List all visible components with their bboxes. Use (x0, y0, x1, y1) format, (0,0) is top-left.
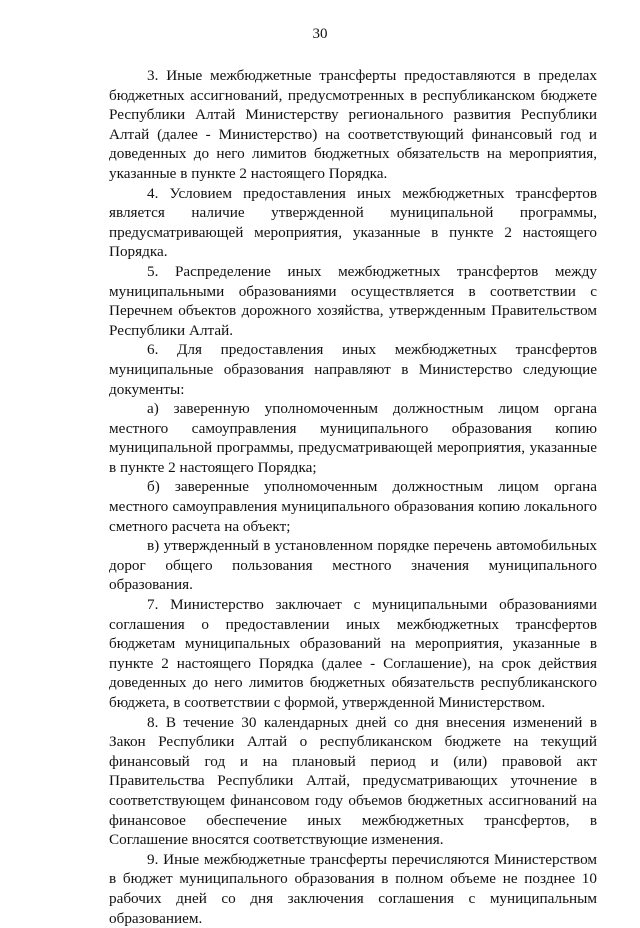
paragraph-3: 3. Иные межбюджетные трансферты предоставляются в пределах бюджетных ассигнований, предусмотренных в республиканском бюджете Республики Алтай Министерству регионального развития Республики Алтай (далее - Министерство) на соответствующий финансовый год и доведенных до него лимитов бюджетных обязательств на мероприятия, указанные в пункте 2 настоящего Порядка. (109, 67, 597, 182)
paragraph-6: 6. Для предоставления иных межбюджетных трансфертов муниципальные образования направляют в Министерство следующие документы: (109, 341, 597, 398)
paragraph-6c: в) утвержденный в установленном порядке перечень автомобильных дорог общего пользования местного значения муниципального образования. (109, 537, 597, 594)
document-body (109, 66, 597, 928)
paragraph-5: 5. Распределение иных межбюджетных трансфертов между муниципальными образованиями осуществляется в соответствии с Перечнем объектов дорожного хозяйства, утвержденным Правительством Республики Алтай. (109, 262, 597, 339)
paragraph-8: 8. В течение 30 календарных дней со дня внесения изменений в Закон Республики Алтай о республиканском бюджете на текущий финансовый год и на плановый период и (или) правовой акт Правительства Республики Алтай, предусматривающих уточнение в соответствующем финансовом году объемов бюджетных ассигнований на финансовое обеспечение иных межбюджетных трансфертов, в Соглашение вносятся соответствующие изменения. (109, 713, 597, 849)
paragraph-6b: б) заверенные уполномоченным должностным лицом органа местного самоуправления муниципального образования копию локального сметного расчета на объект; (109, 478, 597, 535)
paragraph-4: 4. Условием предоставления иных межбюджетных трансфертов является наличие утвержденной муниципальной программы, предусматривающей мероприятия, указанные в пункте 2 настоящего Порядка. (109, 184, 597, 261)
paragraph-7: 7. Министерство заключает с муниципальными образованиями соглашения о предоставлении иных межбюджетных трансфертов бюджетам муниципальных образований на мероприятия, указанные в пункте 2 настоящего Порядка (далее - Соглашение), на срок действия доведенных до него лимитов бюджетных обязательств республиканского бюджета, в соответствии с формой, утвержденной Министерством. (109, 596, 597, 711)
paragraph-9: 9. Иные межбюджетные трансферты перечисляются Министерством в бюджет муниципального образования в полном объеме не позднее 10 рабочих дней со дня заключения соглашения с муниципальным образованием. (109, 850, 597, 927)
paragraph-6a: а) заверенную уполномоченным должностным лицом органа местного самоуправления муниципального образования копию муниципальной программы, предусматривающей мероприятия, указанные в пункте 2 настоящего Порядка; (109, 400, 597, 476)
page-number: 30 (312, 26, 328, 42)
